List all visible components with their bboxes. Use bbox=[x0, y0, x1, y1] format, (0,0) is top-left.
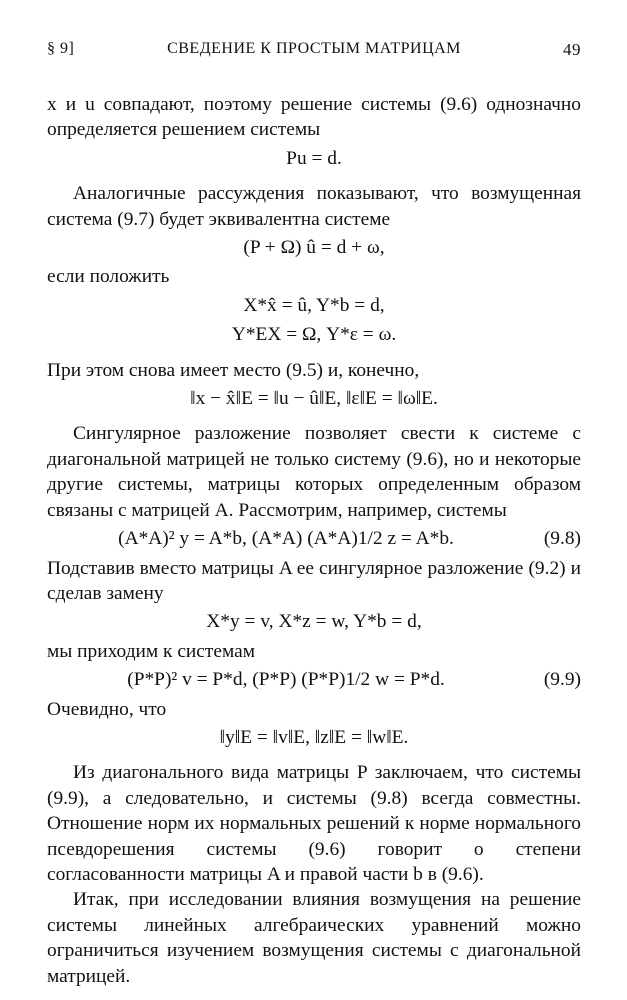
paragraph-1: x и u совпадают, поэтому решение системы (9.6) однозначно определяется решением системы bbox=[47, 94, 581, 141]
equation-9-8 bbox=[47, 526, 581, 551]
running-header bbox=[47, 40, 581, 64]
equation-9-8-body: (A*A)² y = A*b, (A*A) (A*A)1/2 z = A*b. bbox=[118, 528, 454, 550]
paragraph-10: Итак, при исследовании влияния возмущения на решение системы линейных алгебраических уравнений можно ограничиться изучением возмущения системы с диагональной матрицей. bbox=[47, 889, 581, 987]
equation-norm-equality: ‖y‖E = ‖v‖E, ‖z‖E = ‖w‖E. bbox=[219, 726, 409, 748]
equation-perturbed: (P + Ω) û = d + ω, bbox=[243, 237, 385, 259]
equation-9-9 bbox=[47, 667, 581, 692]
paragraph-2: Аналогичные рассуждения показывают, что возмущенная система (9.7) будет эквивалентна системе bbox=[47, 183, 581, 230]
equation-number-9-8: (9.8) bbox=[543, 528, 581, 550]
page-number: 49 bbox=[563, 40, 581, 59]
equation-substitution-1: X*x̂ = û, Y*b = d, bbox=[243, 294, 385, 316]
paragraph-8: Очевидно, что bbox=[47, 698, 167, 720]
equation-substitution-2: Y*EX = Ω, Y*ε = ω. bbox=[231, 324, 397, 346]
paragraph-3: если положить bbox=[47, 266, 170, 288]
running-title: СВЕДЕНИЕ К ПРОСТЫМ МАТРИЦАМ bbox=[167, 40, 461, 57]
equation-pu-d: Pu = d. bbox=[286, 147, 342, 169]
paragraph-6: Подставив вместо матрицы A ее сингулярное разложение (9.2) и сделав замену bbox=[47, 557, 581, 604]
paragraph-9: Из диагонального вида матрицы P заключаем, что системы (9.9), а следовательно, и системы (9.8) всегда совместны. Отношение норм их нормальных решений к норме нормального псевдорешения системы (9.6) говорит о степени согласованности матрицы A и правой части b в (9.6). bbox=[47, 762, 581, 885]
paragraph-7: мы приходим к системам bbox=[47, 640, 256, 662]
page-body bbox=[47, 92, 581, 989]
equation-norms: ‖x − x̂‖E = ‖u − û‖E, ‖ε‖E = ‖ω‖E. bbox=[190, 388, 438, 410]
equation-9-9-body: (P*P)² v = P*d, (P*P) (P*P)1/2 w = P*d. bbox=[127, 669, 445, 691]
equation-replacement: X*y = v, X*z = w, Y*b = d, bbox=[206, 611, 422, 633]
paragraph-5: Сингулярное разложение позволяет свести к системе с диагональной матрицей не только систему (9.6), но и некоторые другие системы, матрицы которых определенным образом связаны с матрицей A. Рассмотрим, например, системы bbox=[47, 423, 581, 521]
equation-number-9-9: (9.9) bbox=[543, 669, 581, 691]
section-marker: § 9] bbox=[47, 40, 75, 57]
paragraph-4: При этом снова имеет место (9.5) и, конечно, bbox=[47, 359, 420, 381]
